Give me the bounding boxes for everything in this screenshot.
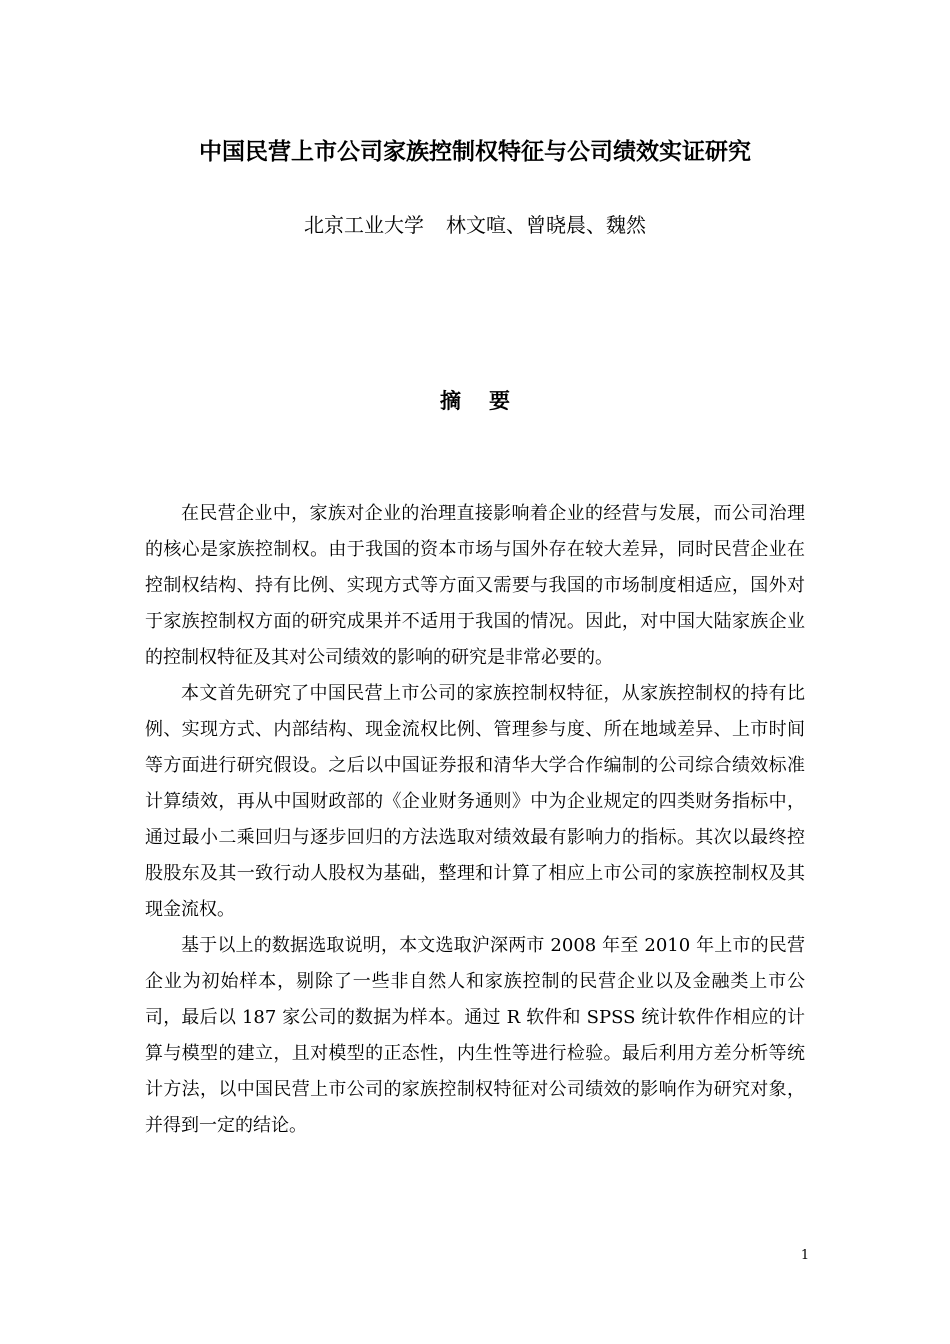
author-line xyxy=(0,208,950,242)
affiliation: 北京工业大学 xyxy=(304,213,424,237)
abstract-paragraph: 在民营企业中，家族对企业的治理直接影响着企业的经营与发展，而公司治理的核心是家族控制权。由于我国的资本市场与国外存在较大差异，同时民营企业在控制权结构、持有比例、实现方式等方面又需要与我国的市场制度相适应，国外对于家族控制权方面的研究成果并不适用于我国的情况。因此，对中国大陆家族企业的控制权特征及其对公司绩效的影响的研究是非常必要的。 xyxy=(145,503,805,668)
abstract-body xyxy=(145,496,805,1144)
abstract-paragraph: 基于以上的数据选取说明，本文选取沪深两市 2008 年至 2010 年上市的民营企业为初始样本，剔除了一些非自然人和家族控制的民营企业以及金融类上市公司，最后以 187 家公司的数据为样本。通过 R 软件和 SPSS 统计软件作相应的计算与模型的建立，且对模型的正态性，内生性等进行检验。最后利用方差分析等统计方法，以中国民营上市公司的家族控制权特征对公司绩效的影响作为研究对象，并得到一定的结论。 xyxy=(145,935,805,1136)
author-names: 林文喧、曾晓晨、魏然 xyxy=(446,213,646,237)
page-number: 1 xyxy=(800,1248,810,1263)
abstract-paragraph: 本文首先研究了中国民营上市公司的家族控制权特征，从家族控制权的持有比例、实现方式、内部结构、现金流权比例、管理参与度、所在地域差异、上市时间等方面进行研究假设。之后以中国证券报和清华大学合作编制的公司综合绩效标准计算绩效，再从中国财政部的《企业财务通则》中为企业规定的四类财务指标中，通过最小二乘回归与逐步回归的方法选取对绩效最有影响力的指标。其次以最终控股股东及其一致行动人股权为基础，整理和计算了相应上市公司的家族控制权及其现金流权。 xyxy=(145,683,805,920)
abstract-heading: 摘要 xyxy=(440,389,538,413)
paper-title: 中国民营上市公司家族控制权特征与公司绩效实证研究 xyxy=(199,139,751,165)
